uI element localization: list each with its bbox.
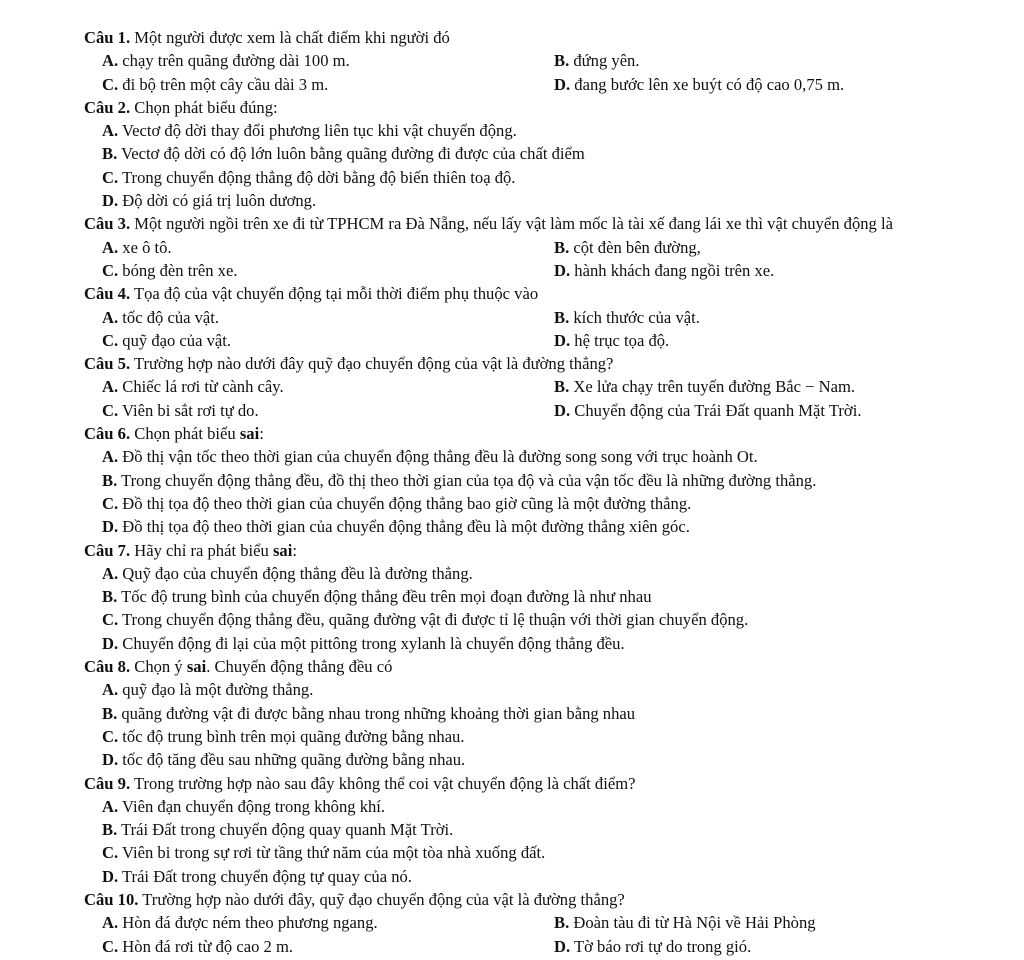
option-letter: A. xyxy=(102,447,119,467)
answer-option-a xyxy=(102,375,554,398)
answer-option-d xyxy=(102,748,984,771)
option-text: Đồ thị tọa độ theo thời gian của chuyển động thẳng bao giờ cũng là một đường thẳng. xyxy=(118,493,692,513)
option-text: Quỹ đạo của chuyển động thẳng đều là đường thẳng. xyxy=(118,563,473,583)
answer-option-c xyxy=(102,841,984,864)
answer-option-c xyxy=(102,608,984,631)
option-letter: D. xyxy=(554,400,571,420)
answer-option-b xyxy=(102,142,984,165)
question-text: Chọn phát biểu đúng: xyxy=(130,97,278,117)
option-letter: D. xyxy=(554,74,571,94)
answer-option-d xyxy=(554,935,984,958)
option-letter: C. xyxy=(102,74,119,94)
option-letter: B. xyxy=(102,144,118,164)
option-text: Trong chuyển động thẳng độ dời bằng độ biến thiên toạ độ. xyxy=(118,167,516,187)
question-3 xyxy=(84,212,984,282)
option-text: Chuyển động của Trái Đất quanh Mặt Trời. xyxy=(570,400,862,420)
option-text: hệ trục tọa độ. xyxy=(570,330,670,350)
answer-option-c xyxy=(102,166,984,189)
option-letter: B. xyxy=(102,820,118,840)
option-letter: A. xyxy=(102,51,119,71)
answer-option-b xyxy=(554,49,984,72)
answer-option-c xyxy=(102,259,554,282)
answer-option-d xyxy=(102,189,984,212)
option-letter: A. xyxy=(102,796,119,816)
question-stem xyxy=(84,655,984,678)
option-text: tốc độ trung bình trên mọi quãng đường bằng nhau. xyxy=(118,726,465,746)
answer-option-a xyxy=(102,119,984,142)
option-text: Trái Đất trong chuyển động tự quay của nó. xyxy=(118,866,412,886)
option-text: Chiếc lá rơi từ cành cây. xyxy=(118,377,284,397)
option-letter: A. xyxy=(102,913,119,933)
option-letter: D. xyxy=(102,866,119,886)
option-letter: C. xyxy=(102,330,119,350)
option-text: Độ dời có giá trị luôn dương. xyxy=(118,191,317,211)
question-keyword: sai xyxy=(239,424,260,444)
option-letter: D. xyxy=(102,517,119,537)
option-text: chạy trên quãng đường dài 100 m. xyxy=(118,51,350,71)
answer-option-b xyxy=(102,818,984,841)
question-label: Câu 3. xyxy=(84,214,131,234)
answer-option-b xyxy=(554,375,984,398)
answer-option-a xyxy=(102,795,984,818)
question-stem xyxy=(84,282,984,305)
answer-option-b xyxy=(554,911,984,934)
option-text: Chuyển động đi lại của một pittông trong xylanh là chuyển động thẳng đều. xyxy=(118,633,625,653)
option-text: quỹ đạo của vật. xyxy=(118,330,232,350)
answer-options xyxy=(102,678,984,771)
option-letter: D. xyxy=(102,750,119,770)
option-text: Đồ thị tọa độ theo thời gian của chuyển động thẳng đều là một đường thẳng xiên góc. xyxy=(118,517,690,537)
option-text: Hòn đá được ném theo phương ngang. xyxy=(118,913,378,933)
option-text: quỹ đạo là một đường thẳng. xyxy=(118,680,314,700)
option-text: Viên bi trong sự rơi từ tầng thứ năm của một tòa nhà xuống đất. xyxy=(118,843,546,863)
question-4 xyxy=(84,282,984,352)
question-text: : xyxy=(292,540,297,560)
option-text: Trong chuyển động thẳng đều, đồ thị theo thời gian của tọa độ và của vận tốc đều là những đường thẳng. xyxy=(117,470,817,490)
answer-option-a xyxy=(102,911,554,934)
answer-option-a xyxy=(102,236,554,259)
option-letter: B. xyxy=(102,470,118,490)
option-text: tốc độ của vật. xyxy=(118,307,220,327)
answer-option-c xyxy=(102,73,554,96)
option-text: Vectơ độ dời thay đổi phương liên tục khi vật chuyển động. xyxy=(118,121,517,141)
question-text: Trường hợp nào dưới đây, quỹ đạo chuyển động của vật là đường thẳng? xyxy=(138,889,625,909)
answer-option-a xyxy=(102,306,554,329)
option-letter: B. xyxy=(102,587,118,607)
question-label: Câu 6. xyxy=(84,424,131,444)
option-letter: C. xyxy=(102,610,119,630)
answer-option-c xyxy=(102,492,984,515)
question-label: Câu 2. xyxy=(84,97,131,117)
question-text: Trong trường hợp nào sau đây không thể coi vật chuyển động là chất điểm? xyxy=(130,773,636,793)
option-letter: C. xyxy=(102,493,119,513)
answer-option-c xyxy=(102,935,554,958)
question-keyword: sai xyxy=(272,540,293,560)
option-letter: D. xyxy=(554,936,571,956)
option-letter: B. xyxy=(102,703,118,723)
question-5 xyxy=(84,352,984,422)
answer-option-a xyxy=(102,445,984,468)
answer-option-d xyxy=(554,259,984,282)
question-stem xyxy=(84,352,984,375)
question-8 xyxy=(84,655,984,771)
question-text: Tọa độ của vật chuyển động tại mỗi thời điểm phụ thuộc vào xyxy=(130,284,539,304)
option-letter: C. xyxy=(102,167,119,187)
answer-options xyxy=(102,306,984,353)
option-text: Trái Đất trong chuyển động quay quanh Mặt Trời. xyxy=(117,820,454,840)
option-text: đang bước lên xe buýt có độ cao 0,75 m. xyxy=(570,74,845,94)
option-text: Tốc độ trung bình của chuyển động thẳng đều trên mọi đoạn đường là như nhau xyxy=(117,587,652,607)
option-letter: A. xyxy=(102,237,119,257)
option-text: quãng đường vật đi được bằng nhau trong những khoảng thời gian bằng nhau xyxy=(117,703,636,723)
option-letter: C. xyxy=(102,843,119,863)
option-text: cột đèn bên đường, xyxy=(569,237,701,257)
answer-option-c xyxy=(102,329,554,352)
answer-option-b xyxy=(554,306,984,329)
answer-option-d xyxy=(102,515,984,538)
answer-option-b xyxy=(102,585,984,608)
question-label: Câu 1. xyxy=(84,28,131,47)
question-text: : xyxy=(259,424,264,444)
answer-options xyxy=(102,445,984,538)
option-text: tốc độ tăng đều sau những quãng đường bằng nhau. xyxy=(118,750,466,770)
question-text: Một người ngồi trên xe đi từ TPHCM ra Đà Nẵng, nếu lấy vật làm mốc là tài xế đang lái xe thì vật chuyển động là xyxy=(130,214,893,234)
question-text: . Chuyển động thẳng đều có xyxy=(206,657,393,677)
question-2 xyxy=(84,96,984,212)
answer-options xyxy=(102,236,984,283)
question-text: Một người được xem là chất điểm khi người đó xyxy=(130,28,450,47)
option-text: bóng đèn trên xe. xyxy=(118,260,238,280)
answer-option-d xyxy=(102,632,984,655)
question-stem xyxy=(84,422,984,445)
answer-option-d xyxy=(102,865,984,888)
option-letter: C. xyxy=(102,400,119,420)
answer-option-a xyxy=(102,49,554,72)
option-letter: B. xyxy=(554,51,570,71)
answer-option-a xyxy=(102,562,984,585)
answer-options xyxy=(102,119,984,212)
answer-option-d xyxy=(554,399,984,422)
option-letter: A. xyxy=(102,121,119,141)
option-letter: D. xyxy=(554,330,571,350)
option-letter: B. xyxy=(554,913,570,933)
answer-option-c xyxy=(102,725,984,748)
option-text: Đoàn tàu đi từ Hà Nội về Hải Phòng xyxy=(569,913,816,933)
answer-options xyxy=(102,795,984,888)
question-text: Trường hợp nào dưới đây quỹ đạo chuyển động của vật là đường thẳng? xyxy=(130,354,614,374)
question-label: Câu 8. xyxy=(84,657,131,677)
option-letter: C. xyxy=(102,260,119,280)
option-letter: B. xyxy=(554,377,570,397)
option-text: hành khách đang ngồi trên xe. xyxy=(570,260,775,280)
question-text: Chọn ý xyxy=(130,657,187,677)
option-letter: C. xyxy=(102,936,119,956)
question-9 xyxy=(84,772,984,888)
option-text: Trong chuyển động thẳng đều, quãng đường vật đi được tỉ lệ thuận với thời gian chuyển động. xyxy=(118,610,749,630)
question-stem xyxy=(84,212,984,235)
question-10 xyxy=(84,888,984,958)
answer-options xyxy=(102,49,984,96)
question-1 xyxy=(84,26,984,96)
option-letter: B. xyxy=(554,237,570,257)
option-letter: C. xyxy=(102,726,119,746)
answer-option-b xyxy=(554,236,984,259)
option-text: Viên bi sắt rơi tự do. xyxy=(118,400,259,420)
answer-option-d xyxy=(554,329,984,352)
answer-options xyxy=(102,375,984,422)
answer-options xyxy=(102,911,984,958)
answer-options xyxy=(102,562,984,655)
question-text: Chọn phát biểu xyxy=(130,424,240,444)
option-letter: A. xyxy=(102,377,119,397)
option-text: Hòn đá rơi từ độ cao 2 m. xyxy=(118,936,294,956)
option-text: Đồ thị vận tốc theo thời gian của chuyển động thẳng đều là đường song song với trục hoành Ot. xyxy=(118,447,758,467)
answer-option-b xyxy=(102,469,984,492)
question-stem xyxy=(84,26,984,49)
question-text: Hãy chỉ ra phát biểu xyxy=(130,540,273,560)
question-keyword: sai xyxy=(186,657,207,677)
question-stem xyxy=(84,772,984,795)
question-label: Câu 5. xyxy=(84,354,131,374)
option-text: kích thước của vật. xyxy=(569,307,700,327)
question-label: Câu 10. xyxy=(84,889,139,909)
question-stem xyxy=(84,96,984,119)
option-letter: A. xyxy=(102,680,119,700)
question-stem xyxy=(84,888,984,911)
option-letter: D. xyxy=(102,191,119,211)
option-text: đứng yên. xyxy=(569,51,640,71)
option-text: xe ô tô. xyxy=(118,237,172,257)
option-letter: B. xyxy=(554,307,570,327)
option-text: Vectơ độ dời có độ lớn luôn bằng quãng đường đi được của chất điểm xyxy=(117,144,585,164)
answer-option-c xyxy=(102,399,554,422)
question-6 xyxy=(84,422,984,538)
option-text: Tờ báo rơi tự do trong gió. xyxy=(570,936,752,956)
option-letter: A. xyxy=(102,563,119,583)
option-text: đi bộ trên một cây cầu dài 3 m. xyxy=(118,74,329,94)
question-label: Câu 7. xyxy=(84,540,131,560)
option-letter: A. xyxy=(102,307,119,327)
option-letter: D. xyxy=(102,633,119,653)
answer-option-b xyxy=(102,702,984,725)
question-label: Câu 4. xyxy=(84,284,131,304)
question-label: Câu 9. xyxy=(84,773,131,793)
answer-option-a xyxy=(102,678,984,701)
question-stem xyxy=(84,539,984,562)
answer-option-d xyxy=(554,73,984,96)
question-7 xyxy=(84,539,984,655)
option-text: Viên đạn chuyển động trong không khí. xyxy=(118,796,386,816)
option-letter: D. xyxy=(554,260,571,280)
option-text: Xe lửa chạy trên tuyến đường Bắc − Nam. xyxy=(569,377,856,397)
